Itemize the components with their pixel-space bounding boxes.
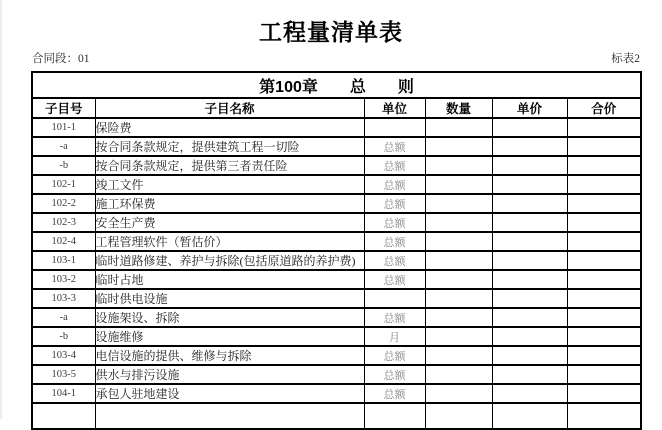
cell-code: 101-1 xyxy=(32,118,95,137)
cell-qty xyxy=(425,289,492,308)
table-row xyxy=(32,327,641,346)
cell-name: 按合同条款规定，提供建筑工程一切险 xyxy=(95,137,364,156)
cell-unit xyxy=(364,403,425,429)
cell-qty xyxy=(425,327,492,346)
cell-unit: 月 xyxy=(364,327,425,346)
cell-code: 103-3 xyxy=(32,289,95,308)
cell-qty xyxy=(425,384,492,403)
quantity-table-body xyxy=(32,118,641,429)
cell-code: -b xyxy=(32,327,95,346)
cell-amount xyxy=(567,175,641,194)
table-row xyxy=(32,175,641,194)
cell-price xyxy=(492,194,567,213)
table-row xyxy=(32,384,641,403)
cell-qty xyxy=(425,308,492,327)
cell-name xyxy=(95,403,364,429)
cell-amount xyxy=(567,213,641,232)
cell-unit: 总额 xyxy=(364,137,425,156)
cell-amount xyxy=(567,384,641,403)
cell-amount xyxy=(567,403,641,429)
cell-name: 工程管理软件（暂估价） xyxy=(95,232,364,251)
table-row xyxy=(32,270,641,289)
cell-unit: 总额 xyxy=(364,213,425,232)
cell-price xyxy=(492,118,567,137)
cell-price xyxy=(492,365,567,384)
contract-section-label: 合同段：01 xyxy=(32,53,90,65)
cell-qty xyxy=(425,403,492,429)
table-row xyxy=(32,156,641,175)
column-header-unit: 单位 xyxy=(364,98,425,118)
cell-unit: 总额 xyxy=(364,346,425,365)
cell-price xyxy=(492,270,567,289)
cell-name: 临时占地 xyxy=(95,270,364,289)
cell-amount xyxy=(567,308,641,327)
cell-name: 安全生产费 xyxy=(95,213,364,232)
cell-name: 竣工文件 xyxy=(95,175,364,194)
cell-amount xyxy=(567,327,641,346)
cell-unit: 总额 xyxy=(364,175,425,194)
column-header-amount: 合价 xyxy=(567,98,641,118)
cell-price xyxy=(492,213,567,232)
cell-code: 103-4 xyxy=(32,346,95,365)
cell-qty xyxy=(425,175,492,194)
cell-price xyxy=(492,403,567,429)
column-header-qty: 数量 xyxy=(425,98,492,118)
cell-qty xyxy=(425,194,492,213)
cell-price xyxy=(492,308,567,327)
cell-code: -a xyxy=(32,137,95,156)
cell-qty xyxy=(425,365,492,384)
cell-code: -b xyxy=(32,156,95,175)
table-row xyxy=(32,213,641,232)
cell-code: 102-2 xyxy=(32,194,95,213)
cell-unit: 总额 xyxy=(364,251,425,270)
cell-name: 保险费 xyxy=(95,118,364,137)
cell-qty xyxy=(425,251,492,270)
cell-amount xyxy=(567,270,641,289)
cell-amount xyxy=(567,232,641,251)
column-header-name: 子目名称 xyxy=(95,98,364,118)
table-row xyxy=(32,137,641,156)
cell-unit xyxy=(364,118,425,137)
page-left-edge xyxy=(0,0,2,419)
cell-amount xyxy=(567,289,641,308)
cell-price xyxy=(492,327,567,346)
cell-name: 供水与排污设施 xyxy=(95,365,364,384)
cell-qty xyxy=(425,232,492,251)
cell-name: 施工环保费 xyxy=(95,194,364,213)
table-row xyxy=(32,403,641,429)
column-header-price: 单价 xyxy=(492,98,567,118)
table-row xyxy=(32,194,641,213)
cell-price xyxy=(492,346,567,365)
cell-unit: 总额 xyxy=(364,270,425,289)
cell-code: 103-5 xyxy=(32,365,95,384)
cell-unit: 总额 xyxy=(364,384,425,403)
cell-code: 103-2 xyxy=(32,270,95,289)
table-row xyxy=(32,365,641,384)
table-row xyxy=(32,118,641,137)
table-row xyxy=(32,289,641,308)
cell-price xyxy=(492,251,567,270)
cell-qty xyxy=(425,270,492,289)
quantity-table xyxy=(31,71,642,430)
cell-amount xyxy=(567,156,641,175)
cell-price xyxy=(492,156,567,175)
cell-name: 按合同条款规定，提供第三者责任险 xyxy=(95,156,364,175)
cell-amount xyxy=(567,365,641,384)
cell-name: 电信设施的提供、维修与拆除 xyxy=(95,346,364,365)
cell-price xyxy=(492,384,567,403)
cell-unit: 总额 xyxy=(364,194,425,213)
cell-amount xyxy=(567,118,641,137)
cell-code: 102-3 xyxy=(32,213,95,232)
page-title: 工程量清单表 xyxy=(259,19,403,45)
cell-name: 承包人驻地建设 xyxy=(95,384,364,403)
form-code-label: 标表2 xyxy=(611,53,640,65)
cell-qty xyxy=(425,118,492,137)
cell-name: 设施维修 xyxy=(95,327,364,346)
cell-unit: 总额 xyxy=(364,308,425,327)
cell-code: -a xyxy=(32,308,95,327)
chapter-row xyxy=(32,72,641,98)
cell-code xyxy=(32,403,95,429)
column-header-row xyxy=(32,98,641,118)
cell-qty xyxy=(425,213,492,232)
table-row xyxy=(32,346,641,365)
cell-code: 104-1 xyxy=(32,384,95,403)
table-row xyxy=(32,251,641,270)
cell-unit: 总额 xyxy=(364,232,425,251)
cell-name: 设施架设、拆除 xyxy=(95,308,364,327)
cell-unit xyxy=(364,289,425,308)
cell-amount xyxy=(567,346,641,365)
table-row xyxy=(32,308,641,327)
column-header-code: 子目号 xyxy=(32,98,95,118)
cell-amount xyxy=(567,137,641,156)
cell-code: 103-1 xyxy=(32,251,95,270)
cell-price xyxy=(492,175,567,194)
cell-code: 102-1 xyxy=(32,175,95,194)
cell-qty xyxy=(425,137,492,156)
cell-unit: 总额 xyxy=(364,365,425,384)
cell-price xyxy=(492,232,567,251)
cell-amount xyxy=(567,194,641,213)
cell-qty xyxy=(425,346,492,365)
cell-unit: 总额 xyxy=(364,156,425,175)
cell-price xyxy=(492,289,567,308)
cell-name: 临时供电设施 xyxy=(95,289,364,308)
cell-price xyxy=(492,137,567,156)
cell-name: 临时道路修建、养护与拆除(包括原道路的养护费) xyxy=(95,251,364,270)
chapter-heading: 第100章 总 则 xyxy=(32,72,641,98)
table-row xyxy=(32,232,641,251)
cell-qty xyxy=(425,156,492,175)
cell-amount xyxy=(567,251,641,270)
cell-code: 102-4 xyxy=(32,232,95,251)
